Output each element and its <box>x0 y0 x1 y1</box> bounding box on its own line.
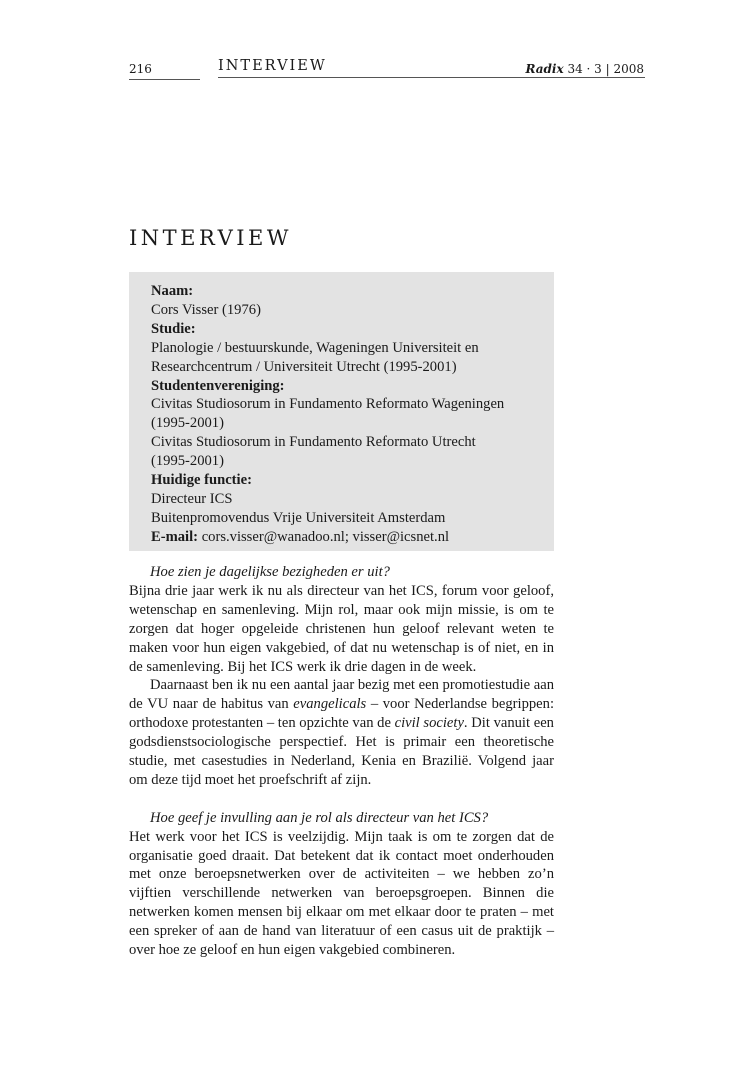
vereniging-label: Studentenvereniging: <box>151 377 285 394</box>
paragraph-gap <box>129 790 554 809</box>
email-row <box>151 528 544 547</box>
profile-infobox <box>129 272 554 551</box>
vereniging-line: Civitas Studiosorum in Fundamento Reformato Utrecht <box>151 434 476 451</box>
functie-line: Buitenpromovendus Vrije Universiteit Amsterdam <box>151 509 446 526</box>
functie-label: Huidige functie: <box>151 472 252 489</box>
answer-paragraph-2 <box>129 676 554 789</box>
studie-label: Studie: <box>151 320 196 337</box>
p2-emphasis-evangelicals: evangelicals <box>293 696 367 713</box>
running-header <box>0 0 738 90</box>
answer-paragraph-3: Het werk voor het ICS is veelzijdig. Mijn taak is om te zorgen dat de organisatie goed draait. Dat betekent dat ik contact moet onderhouden met onze beroepsnetwerken over de activiteiten – we hebben zo’n vijftien verschillende netwerken van beroepsgroepen. Binnen die netwerken komen mensen bij elkaar om met elkaar door te praten – met een spreker of aan de hand van literatuur of een casus uit de praktijk – over hoe ze geloof en hun eigen vakgebied combineren. <box>129 828 554 959</box>
answer-paragraph-1: Bijna drie jaar werk ik nu als directeur van het ICS, forum voor geloof, wetenschap en samenleving. Mijn rol, maar ook mijn missie, is om te zorgen dat hoger opgeleide christenen hun geloof relevant weten te maken voor hun eigen vakgebied, of dat nu wetenschap is of niet, en in de samenleving. Bij het ICS werk ik drie dagen in de week. <box>129 582 554 675</box>
studie-line: Planologie / bestuurskunde, Wageningen Universiteit en <box>151 339 479 356</box>
vereniging-line: (1995-2001) <box>151 415 224 432</box>
email-label: E-mail: <box>151 528 199 545</box>
email-value: cors.visser@wanadoo.nl; visser@icsnet.nl <box>201 528 450 545</box>
question-2: Hoe geef je invulling aan je rol als directeur van het ICS? <box>150 809 489 826</box>
journal-issue: 34 · 3 | 2008 <box>567 62 644 76</box>
p2-text-a: Daarnaast ben ik nu een aantal jaar bezig met een promotiestudie aan de VU naar de habitus van <box>129 677 554 713</box>
question-1: Hoe zien je dagelijkse bezigheden er uit? <box>150 564 390 580</box>
naam-label: Naam: <box>151 283 194 299</box>
journal-info <box>525 62 644 76</box>
p2-text-c: . Dit vanuit een godsdienstsociologische perspectief. Het is primair een theoretische studie, met casestudies in Nederland, Kenia en Brazilië. Volgend jaar om deze tijd moet het proefschrift af zijn. <box>129 715 554 788</box>
vereniging-line: Civitas Studiosorum in Fundamento Reformato Wageningen <box>151 396 505 413</box>
p2-emphasis-civil-society: civil society <box>394 715 464 732</box>
functie-line: Directeur ICS <box>151 490 233 507</box>
naam-value: Cors Visser (1976) <box>151 301 261 318</box>
article-body <box>129 563 554 960</box>
page-number: 216 <box>129 62 200 80</box>
journal-name: Radix <box>525 62 564 76</box>
page-title: INTERVIEW <box>129 226 292 250</box>
vereniging-line: (1995-2001) <box>151 453 224 470</box>
studie-line: Researchcentrum / Universiteit Utrecht (1995-2001) <box>151 358 457 375</box>
section-name: INTERVIEW <box>218 58 645 78</box>
p2-text-b: – voor Nederlandse begrippen: orthodoxe protestanten – ten opzichte van de <box>129 696 555 732</box>
